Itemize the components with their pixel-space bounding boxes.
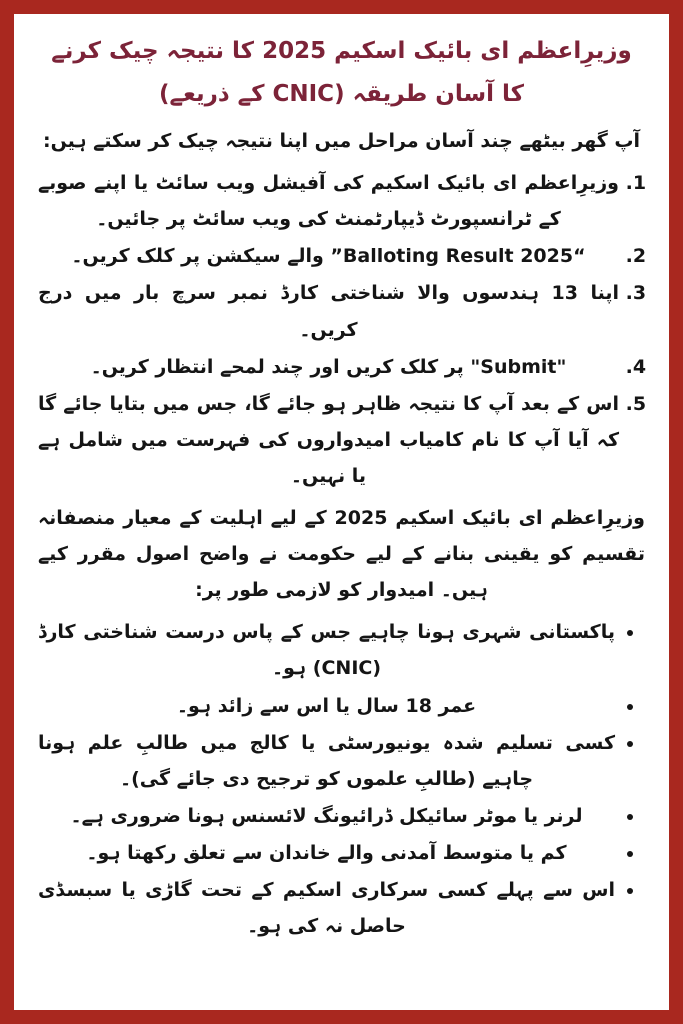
step-item: 5. اس کے بعد آپ کا نتیجہ ظاہر ہو جائے گا، جس میں بتایا جائے گا کہ آیا آپ کا نام کامیاب امیدواروں کی فہرست میں شامل ہے یا نہیں۔ [38, 386, 619, 494]
step-item: 4. "Submit" پر کلک کریں اور چند لمحے انتظار کریں۔ [38, 349, 619, 385]
requirement-item: • کم یا متوسط آمدنی والے خاندان سے تعلق رکھتا ہو۔ [38, 835, 615, 871]
intro-paragraph: آپ گھر بیٹھے چند آسان مراحل میں اپنا نتیجہ چیک کر سکتے ہیں: [42, 130, 641, 153]
requirement-item: • عمر 18 سال یا اس سے زائد ہو۔ [38, 688, 615, 724]
eligibility-requirements-list [38, 614, 645, 944]
document-page [14, 14, 669, 1010]
step-item: 3. اپنا 13 ہندسوں والا شناختی کارڈ نمبر سرچ بار میں درج کریں۔ [38, 275, 619, 347]
page-title: وزیرِاعظم ای بائیک اسکیم 2025 کا نتیجہ چیک کرنے کا آسان طریقہ (CNIC کے ذریعے) [51, 38, 632, 107]
requirement-item: • کسی تسلیم شدہ یونیورسٹی یا کالج میں طالبِ علم ہونا چاہیے (طالبِ علموں کو ترجیح دی جائے گی)۔ [38, 725, 615, 797]
result-check-steps-list [38, 165, 645, 494]
requirement-item: • اس سے پہلے کسی سرکاری اسکیم کے تحت گاڑی یا سبسڈی حاصل نہ کی ہو۔ [38, 872, 615, 944]
step-item: 1. وزیرِاعظم ای بائیک اسکیم کی آفیشل ویب سائٹ یا اپنے صوبے کے ٹرانسپورٹ ڈیپارٹمنٹ کی ویب سائٹ پر جائیں۔ [38, 165, 619, 237]
requirement-item: • لرنر یا موٹر سائیکل ڈرائیونگ لائسنس ہونا ضروری ہے۔ [38, 798, 615, 834]
step-item: 2. “Balloting Result 2025” والے سیکشن پر کلک کریں۔ [38, 238, 619, 274]
eligibility-paragraph: وزیرِاعظم ای بائیک اسکیم 2025 کے لیے اہلیت کے معیار منصفانہ تقسیم کو یقینی بنانے کے لیے حکومت نے واضح اصول مقرر کیے ہیں۔ امیدوار کو لازمی طور پر: [38, 507, 645, 602]
requirement-item: • پاکستانی شہری ہونا چاہیے جس کے پاس درست شناختی کارڈ (CNIC) ہو۔ [38, 614, 615, 686]
